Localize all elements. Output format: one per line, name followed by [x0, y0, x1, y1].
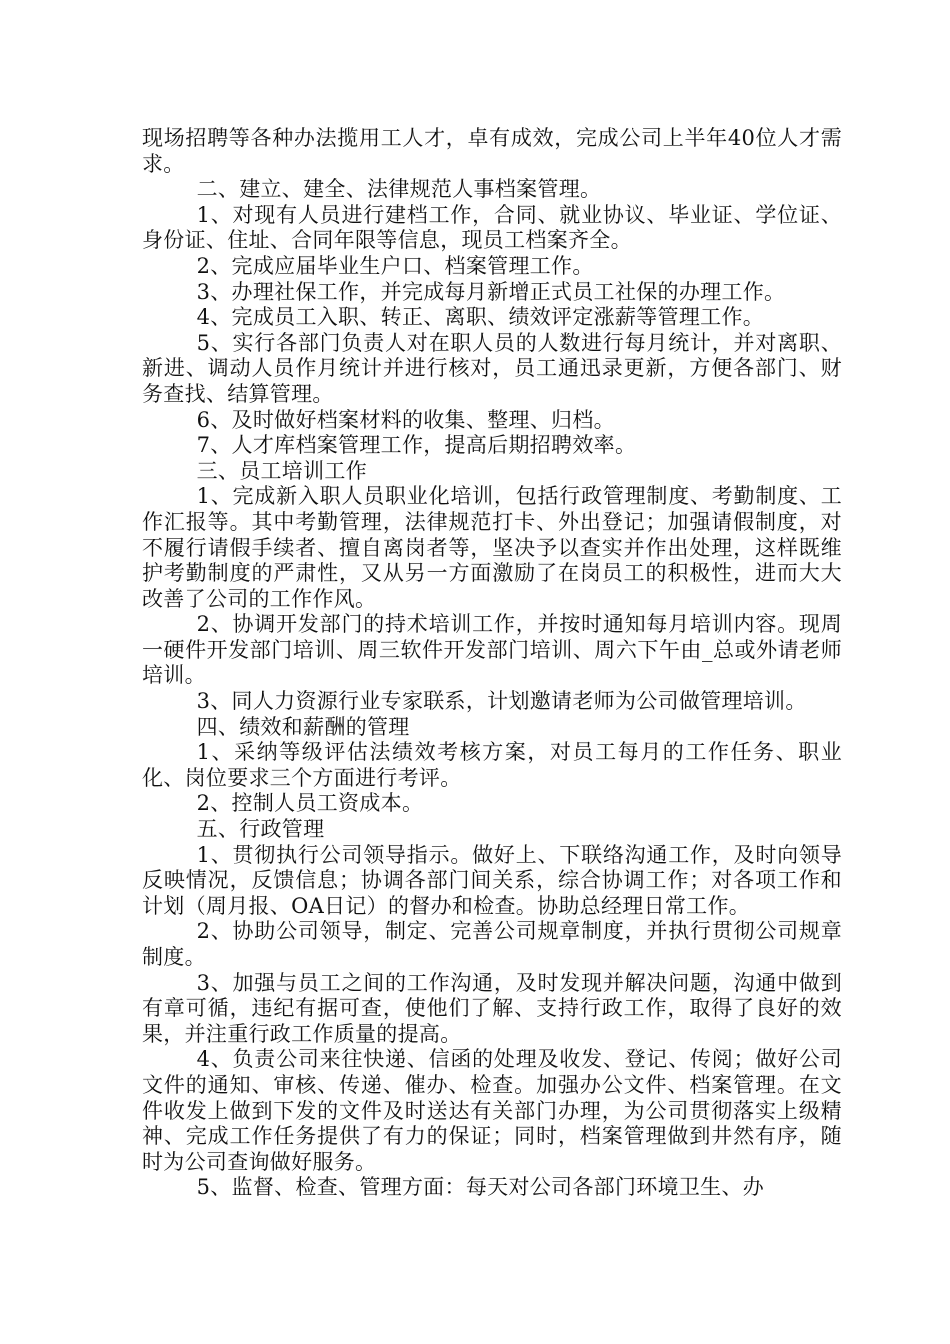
- document-page: [142, 126, 842, 1201]
- list-item: 2、协助公司领导，制定、完善公司规章制度，并执行贯彻公司规章制度。: [142, 919, 842, 969]
- list-item: 5、监督、检查、管理方面：每天对公司各部门环境卫生、办: [196, 1175, 765, 1200]
- list-item: 4、完成员工入职、转正、离职、绩效评定涨薪等管理工作。: [196, 305, 765, 330]
- list-item: 2、协调开发部门的持术培训工作，并按时通知每月培训内容。现周一硬件开发部门培训、周三软件开发部门培训、周六下午由_总或外请老师培训。: [142, 612, 842, 688]
- section-heading-administration: 五、行政管理: [196, 817, 325, 842]
- list-item: 3、办理社保工作，并完成每月新增正式员工社保的办理工作。: [196, 279, 786, 304]
- paragraph-recruitment-continued: 现场招聘等各种办法揽用工人才，卓有成效，完成公司上半年40位人才需求。: [142, 126, 842, 176]
- list-item: 1、贯彻执行公司领导指示。做好上、下联络沟通工作，及时向领导反映情况，反馈信息；协调各部门间关系，综合协调工作；对各项工作和计划（周月报、OA日记）的督办和检查。协助总经理日常工作。: [142, 842, 842, 918]
- section-heading-performance: 四、绩效和薪酬的管理: [196, 714, 410, 739]
- list-item: 5、实行各部门负责人对在职人员的人数进行每月统计，并对离职、新进、调动人员作月统计并进行核对，员工通迅录更新，方便各部门、财务查找、结算管理。: [142, 330, 842, 406]
- list-item: 7、人才库档案管理工作，提高后期招聘效率。: [196, 433, 637, 458]
- list-item: 2、完成应届毕业生户口、档案管理工作。: [196, 253, 594, 278]
- section-heading-archives: 二、建立、建全、法律规范人事档案管理。: [196, 177, 602, 202]
- list-item: 3、加强与员工之间的工作沟通，及时发现并解决问题，沟通中做到有章可循，违纪有据可查，使他们了解、支持行政工作，取得了良好的效果，并注重行政工作质量的提高。: [142, 970, 842, 1046]
- list-item: 3、同人力资源行业专家联系，计划邀请老师为公司做管理培训。: [196, 689, 807, 714]
- list-item: 1、采纳等级评估法绩效考核方案，对员工每月的工作任务、职业化、岗位要求三个方面进行考评。: [142, 740, 842, 790]
- list-item: 1、完成新入职人员职业化培训，包括行政管理制度、考勤制度、工作汇报等。其中考勤管理，法律规范打卡、外出登记；加强请假制度，对不履行请假手续者、擅自离岗者等，坚决予以查实并作出处理，这样既维护考勤制度的严肃性，又从另一方面激励了在岗员工的积极性，进而大大改善了公司的工作作风。: [142, 484, 842, 611]
- section-heading-training: 三、员工培训工作: [196, 458, 367, 483]
- list-item: 2、控制人员工资成本。: [196, 791, 424, 816]
- list-item: 6、及时做好档案材料的收集、整理、归档。: [196, 407, 615, 432]
- list-item: 1、对现有人员进行建档工作，合同、就业协议、毕业证、学位证、身份证、住址、合同年限等信息，现员工档案齐全。: [142, 202, 842, 253]
- list-item: 4、负责公司来往快递、信函的处理及收发、登记、传阅；做好公司文件的通知、审核、传递、催办、检查。加强办公文件、档案管理。在文件收发上做到下发的文件及时送达有关部门办理，为公司贯彻落实上级精神、完成工作任务提供了有力的保证；同时，档案管理做到井然有序，随时为公司查询做好服务。: [142, 1047, 842, 1174]
